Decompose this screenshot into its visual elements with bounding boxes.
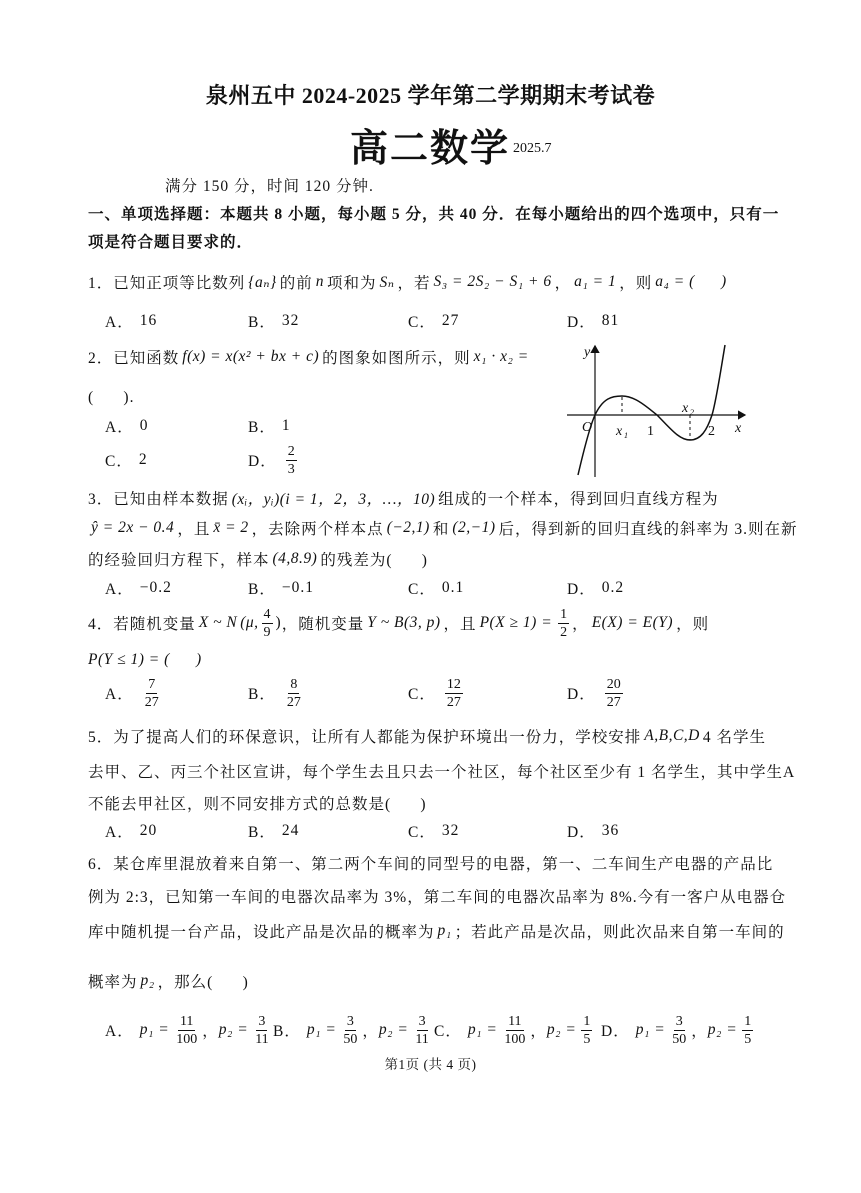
q6-p1: p₁ xyxy=(437,922,452,939)
p1-prefix: p₁ = xyxy=(467,1021,498,1038)
option-value: 0 xyxy=(139,417,149,434)
q1-text: 的前 xyxy=(279,275,313,292)
q4-variance-fraction xyxy=(262,606,273,641)
q2-answer-blank: ( ). xyxy=(88,389,135,406)
q2-text: 的图象如图所示，则 xyxy=(322,350,471,367)
fraction-denominator: 27 xyxy=(606,694,621,710)
fraction-numerator: 3 xyxy=(418,1013,426,1029)
q4-option-a xyxy=(105,673,164,713)
q6-p2: p₂ xyxy=(140,972,155,989)
q4-line2 xyxy=(88,650,202,670)
fraction-denominator: 5 xyxy=(583,1031,591,1047)
q3-text: 3．已知由样本数据 xyxy=(88,491,229,508)
option-value: 16 xyxy=(139,312,158,329)
q4-paren-close: ) xyxy=(275,614,282,631)
q2-stem xyxy=(88,347,532,367)
fraction-denominator: 11 xyxy=(255,1031,269,1047)
x-axis-label: x xyxy=(735,421,743,436)
one-tick-label: 1 xyxy=(647,424,655,439)
q4-option-d xyxy=(567,673,626,713)
p1-fraction xyxy=(341,1013,359,1048)
option-value: −0.2 xyxy=(139,579,172,596)
p1-prefix: p₁ = xyxy=(635,1021,666,1038)
fraction-denominator: 2 xyxy=(560,624,568,640)
q2-option-b xyxy=(248,416,291,436)
q3-text: 组成的一个样本，得到回归直线方程为 xyxy=(438,491,719,508)
fraction-numerator: 1 xyxy=(583,1013,591,1029)
q5-option-b xyxy=(248,821,299,841)
option-value: 24 xyxy=(281,822,300,839)
option-label: B． xyxy=(273,1023,301,1040)
p2-prefix: p₂ = xyxy=(378,1021,409,1038)
q1-equation: S₃ = 2S₂ − S₁ + 6 xyxy=(433,273,552,290)
q6-text: 库中随机提一台产品，设此产品是次品的概率为 xyxy=(88,924,435,941)
fraction-numerator: 12 xyxy=(446,676,461,692)
q2-option-c xyxy=(105,440,148,480)
p1-fraction xyxy=(502,1013,527,1048)
q3-option-b xyxy=(248,578,314,598)
q3-text: 后，得到新的回归直线的斜率为 3.则在新 xyxy=(498,521,798,538)
q4-question-blank: P(Y ≤ 1) = ( ) xyxy=(88,651,202,668)
option-label: D． xyxy=(567,824,596,841)
option-label: C． xyxy=(408,581,436,598)
q4-text: ，则 xyxy=(676,616,710,633)
q6-line2: 例为 2:3，已知第一车间的电器次品率为 3%，第二车间的电器次品率为 8%.今有一客户从电器仓 xyxy=(88,889,787,906)
x1-label: x₁ xyxy=(616,424,630,439)
option-label: D． xyxy=(567,581,596,598)
q6-option-c xyxy=(434,1010,595,1050)
section-heading-line2: 项是符合题目要求的． xyxy=(88,234,254,251)
p2-fraction xyxy=(742,1013,753,1048)
option-value: 2 xyxy=(138,451,148,468)
q1-sequence: {aₙ} xyxy=(248,273,277,291)
option-value: 0.2 xyxy=(601,579,625,596)
q6-text: ，那么( ) xyxy=(157,974,249,991)
q3-option-d xyxy=(567,578,624,598)
separator: ， xyxy=(530,1023,547,1040)
q2-option-a xyxy=(105,416,148,436)
q1-answer-blank: a₄ = ( ) xyxy=(655,273,727,290)
q3-text: ，且 xyxy=(177,521,211,538)
score-time-info: 满分 150 分，时间 120 分钟. xyxy=(165,178,374,195)
q4-text: ， xyxy=(572,616,589,633)
option-fraction xyxy=(445,676,463,711)
option-label: C． xyxy=(408,314,436,331)
fraction-numerator: 1 xyxy=(560,606,568,622)
q3-line3 xyxy=(88,549,428,569)
fraction-numerator: 3 xyxy=(346,1013,354,1029)
q6-text: 概率为 xyxy=(88,974,138,991)
q6-text: ；若此产品是次品，则此次品来自第一车间的 xyxy=(454,924,785,941)
option-value: 36 xyxy=(601,822,620,839)
q4-option-c xyxy=(408,673,466,713)
q4-probability: P(X ≥ 1) = xyxy=(479,614,553,631)
fraction-denominator: 11 xyxy=(415,1031,429,1047)
q5-text: 5．为了提高人们的环保意识，让所有人都能为保护环境出一份力，学校安排 xyxy=(88,729,642,746)
fraction-numerator: 20 xyxy=(606,676,621,692)
q4-x-distribution: X ~ N xyxy=(198,614,238,631)
q5-option-d xyxy=(567,821,619,841)
q2-option-d xyxy=(248,440,300,480)
q1-text: ，则 xyxy=(619,275,653,292)
option-label: B． xyxy=(248,686,276,703)
option-value: 1 xyxy=(281,417,291,434)
fraction-denominator: 27 xyxy=(446,694,461,710)
q3-line1 xyxy=(88,488,719,508)
fraction-numerator: 3 xyxy=(675,1013,683,1029)
fraction-numerator: 3 xyxy=(258,1013,266,1029)
origin-label: O xyxy=(582,420,594,435)
option-label: B． xyxy=(248,824,276,841)
q3-text: 和 xyxy=(432,521,450,538)
p2-prefix: p₂ = xyxy=(218,1021,249,1038)
q4-half-fraction xyxy=(558,606,569,641)
q1-text: 项和为 xyxy=(326,275,377,292)
q3-sample-data: (xᵢ，yᵢ)(i = 1，2，3，…，10) xyxy=(231,491,436,508)
option-label: D． xyxy=(567,686,596,703)
fraction-denominator: 100 xyxy=(504,1031,526,1047)
q1-option-b xyxy=(248,311,299,331)
option-label: D． xyxy=(567,314,596,331)
q3-option-a xyxy=(105,578,172,598)
q1-option-d xyxy=(567,311,619,331)
q3-mean: x̄ = 2 xyxy=(213,519,249,536)
p1-fraction xyxy=(174,1013,199,1048)
q6-option-b xyxy=(273,1010,434,1050)
p2-fraction xyxy=(253,1013,270,1048)
q1-option-c xyxy=(408,311,459,331)
fraction-denominator: 27 xyxy=(144,694,159,710)
option-value: 20 xyxy=(139,822,158,839)
q2-text: 2．已知函数 xyxy=(88,350,180,367)
p2-prefix: p₂ = xyxy=(546,1021,577,1038)
q6-line3 xyxy=(88,921,785,941)
separator: ， xyxy=(202,1023,219,1040)
q3-option-c xyxy=(408,578,464,598)
option-fraction xyxy=(285,676,303,711)
q4-text: ，随机变量 xyxy=(281,616,365,633)
option-value: 27 xyxy=(441,312,460,329)
cubic-curve xyxy=(578,345,725,475)
fraction-numerator: 7 xyxy=(148,676,156,692)
q4-text: 4．若随机变量 xyxy=(88,616,196,633)
subject-title: 高二数学 xyxy=(350,128,511,170)
q5-students: A,B,C,D xyxy=(644,727,700,744)
separator: ， xyxy=(362,1023,379,1040)
fraction-numerator: 2 xyxy=(287,443,295,459)
fraction-denominator: 3 xyxy=(287,461,295,477)
exam-date: 2025.7 xyxy=(513,141,552,156)
q4-line1 xyxy=(88,603,709,643)
q5-line1 xyxy=(88,726,766,746)
q1-option-a xyxy=(105,311,157,331)
option-fraction xyxy=(286,443,297,478)
q2-function-graph xyxy=(555,340,755,480)
option-label: B． xyxy=(248,314,276,331)
q5-option-a xyxy=(105,821,157,841)
q6-option-d xyxy=(601,1010,756,1050)
fraction-denominator: 5 xyxy=(744,1031,752,1047)
q4-text: ，且 xyxy=(443,616,477,633)
option-fraction xyxy=(143,676,161,711)
option-value: 32 xyxy=(441,822,460,839)
page-number: 第1页 (共 4 页) xyxy=(384,1057,477,1072)
q3-sample-point: (4,8.9) xyxy=(272,550,318,567)
q1-stem xyxy=(88,272,730,292)
q1-text: ，若 xyxy=(397,275,431,292)
two-tick-label: 2 xyxy=(708,424,716,439)
option-label: C． xyxy=(408,686,436,703)
fraction-numerator: 4 xyxy=(263,606,271,622)
p1-prefix: p₁ = xyxy=(306,1021,337,1038)
q6-line1: 6．某仓库里混放着来自第一、第二两个车间的同型号的电器，第一、二车间生产电器的产品比 xyxy=(88,856,774,873)
fraction-numerator: 11 xyxy=(179,1013,194,1029)
option-label: A． xyxy=(105,419,134,436)
q6-line4 xyxy=(88,971,249,991)
option-label: A． xyxy=(105,314,134,331)
fraction-numerator: 8 xyxy=(290,676,298,692)
option-label: B． xyxy=(248,419,276,436)
q4-y-distribution: Y ~ B(3, p) xyxy=(367,614,441,631)
q5-line2: 去甲、乙、丙三个社区宣讲，每个学生去且只去一个社区，每个社区至少有 1 名学生，其中学生A xyxy=(88,764,796,781)
q3-point-1: (−2,1) xyxy=(386,519,430,536)
option-label: C． xyxy=(105,453,133,470)
q5-text: 4 名学生 xyxy=(702,729,766,746)
option-label: A． xyxy=(105,686,134,703)
fraction-denominator: 50 xyxy=(672,1031,687,1047)
q5-line3: 不能去甲社区，则不同安排方式的总数是( ) xyxy=(88,796,427,813)
p1-fraction xyxy=(670,1013,688,1048)
fraction-numerator: 1 xyxy=(744,1013,752,1029)
fraction-denominator: 9 xyxy=(263,624,271,640)
fraction-denominator: 50 xyxy=(343,1031,358,1047)
p2-fraction xyxy=(413,1013,430,1048)
p2-prefix: p₂ = xyxy=(707,1021,738,1038)
option-label: B． xyxy=(248,581,276,598)
school-exam-title: 泉州五中 2024-2025 学年第二学期期末考试卷 xyxy=(205,83,656,108)
fraction-numerator: 11 xyxy=(508,1013,522,1029)
q3-point-2: (2,−1) xyxy=(452,519,496,536)
option-label: D． xyxy=(601,1023,630,1040)
option-label: C． xyxy=(434,1023,462,1040)
option-label: A． xyxy=(105,1023,134,1040)
q1-sum: Sₙ xyxy=(379,273,395,291)
option-value: 81 xyxy=(601,312,620,329)
fraction-denominator: 27 xyxy=(286,694,301,710)
q4-paren-open: (μ, xyxy=(240,614,259,631)
option-label: D． xyxy=(248,453,277,470)
option-fraction xyxy=(605,676,623,711)
separator: ， xyxy=(691,1023,708,1040)
option-value: 0.1 xyxy=(441,579,465,596)
q3-text: 的经验回归方程下，样本 xyxy=(88,552,270,569)
section-heading-line1: 一、单项选择题：本题共 8 小题，每小题 5 分，共 40 分．在每小题给出的四个选项中，只有一 xyxy=(88,206,780,223)
q2-function: f(x) = x(x² + bx + c) xyxy=(182,348,320,365)
q4-expectation: E(X) = E(Y) xyxy=(591,614,674,631)
q4-option-b xyxy=(248,673,306,713)
y-axis-label: y xyxy=(584,345,592,360)
option-label: A． xyxy=(105,824,134,841)
option-value: −0.1 xyxy=(281,579,314,596)
option-label: C． xyxy=(408,824,436,841)
fraction-denominator: 100 xyxy=(176,1031,198,1047)
q1-n: n xyxy=(315,273,324,290)
q3-regression-equation: ŷ = 2x − 0.4 xyxy=(91,519,175,536)
q6-option-a xyxy=(105,1010,274,1050)
x2-label: x₂ xyxy=(682,401,696,416)
p1-prefix: p₁ = xyxy=(139,1021,170,1038)
q1-text: 1．已知正项等比数列 xyxy=(88,275,246,292)
q1-text: ， xyxy=(554,275,572,292)
q3-text: ，去除两个样本点 xyxy=(251,521,384,538)
option-label: A． xyxy=(105,581,134,598)
q5-option-c xyxy=(408,821,459,841)
option-value: 32 xyxy=(281,312,300,329)
q3-line2 xyxy=(88,518,798,538)
q3-text: 的残差为( ) xyxy=(320,552,428,569)
p2-fraction xyxy=(581,1013,592,1048)
q1-a1: a₁ = 1 xyxy=(574,273,617,290)
q2-product: x₁ · x₂ = xyxy=(473,348,529,365)
